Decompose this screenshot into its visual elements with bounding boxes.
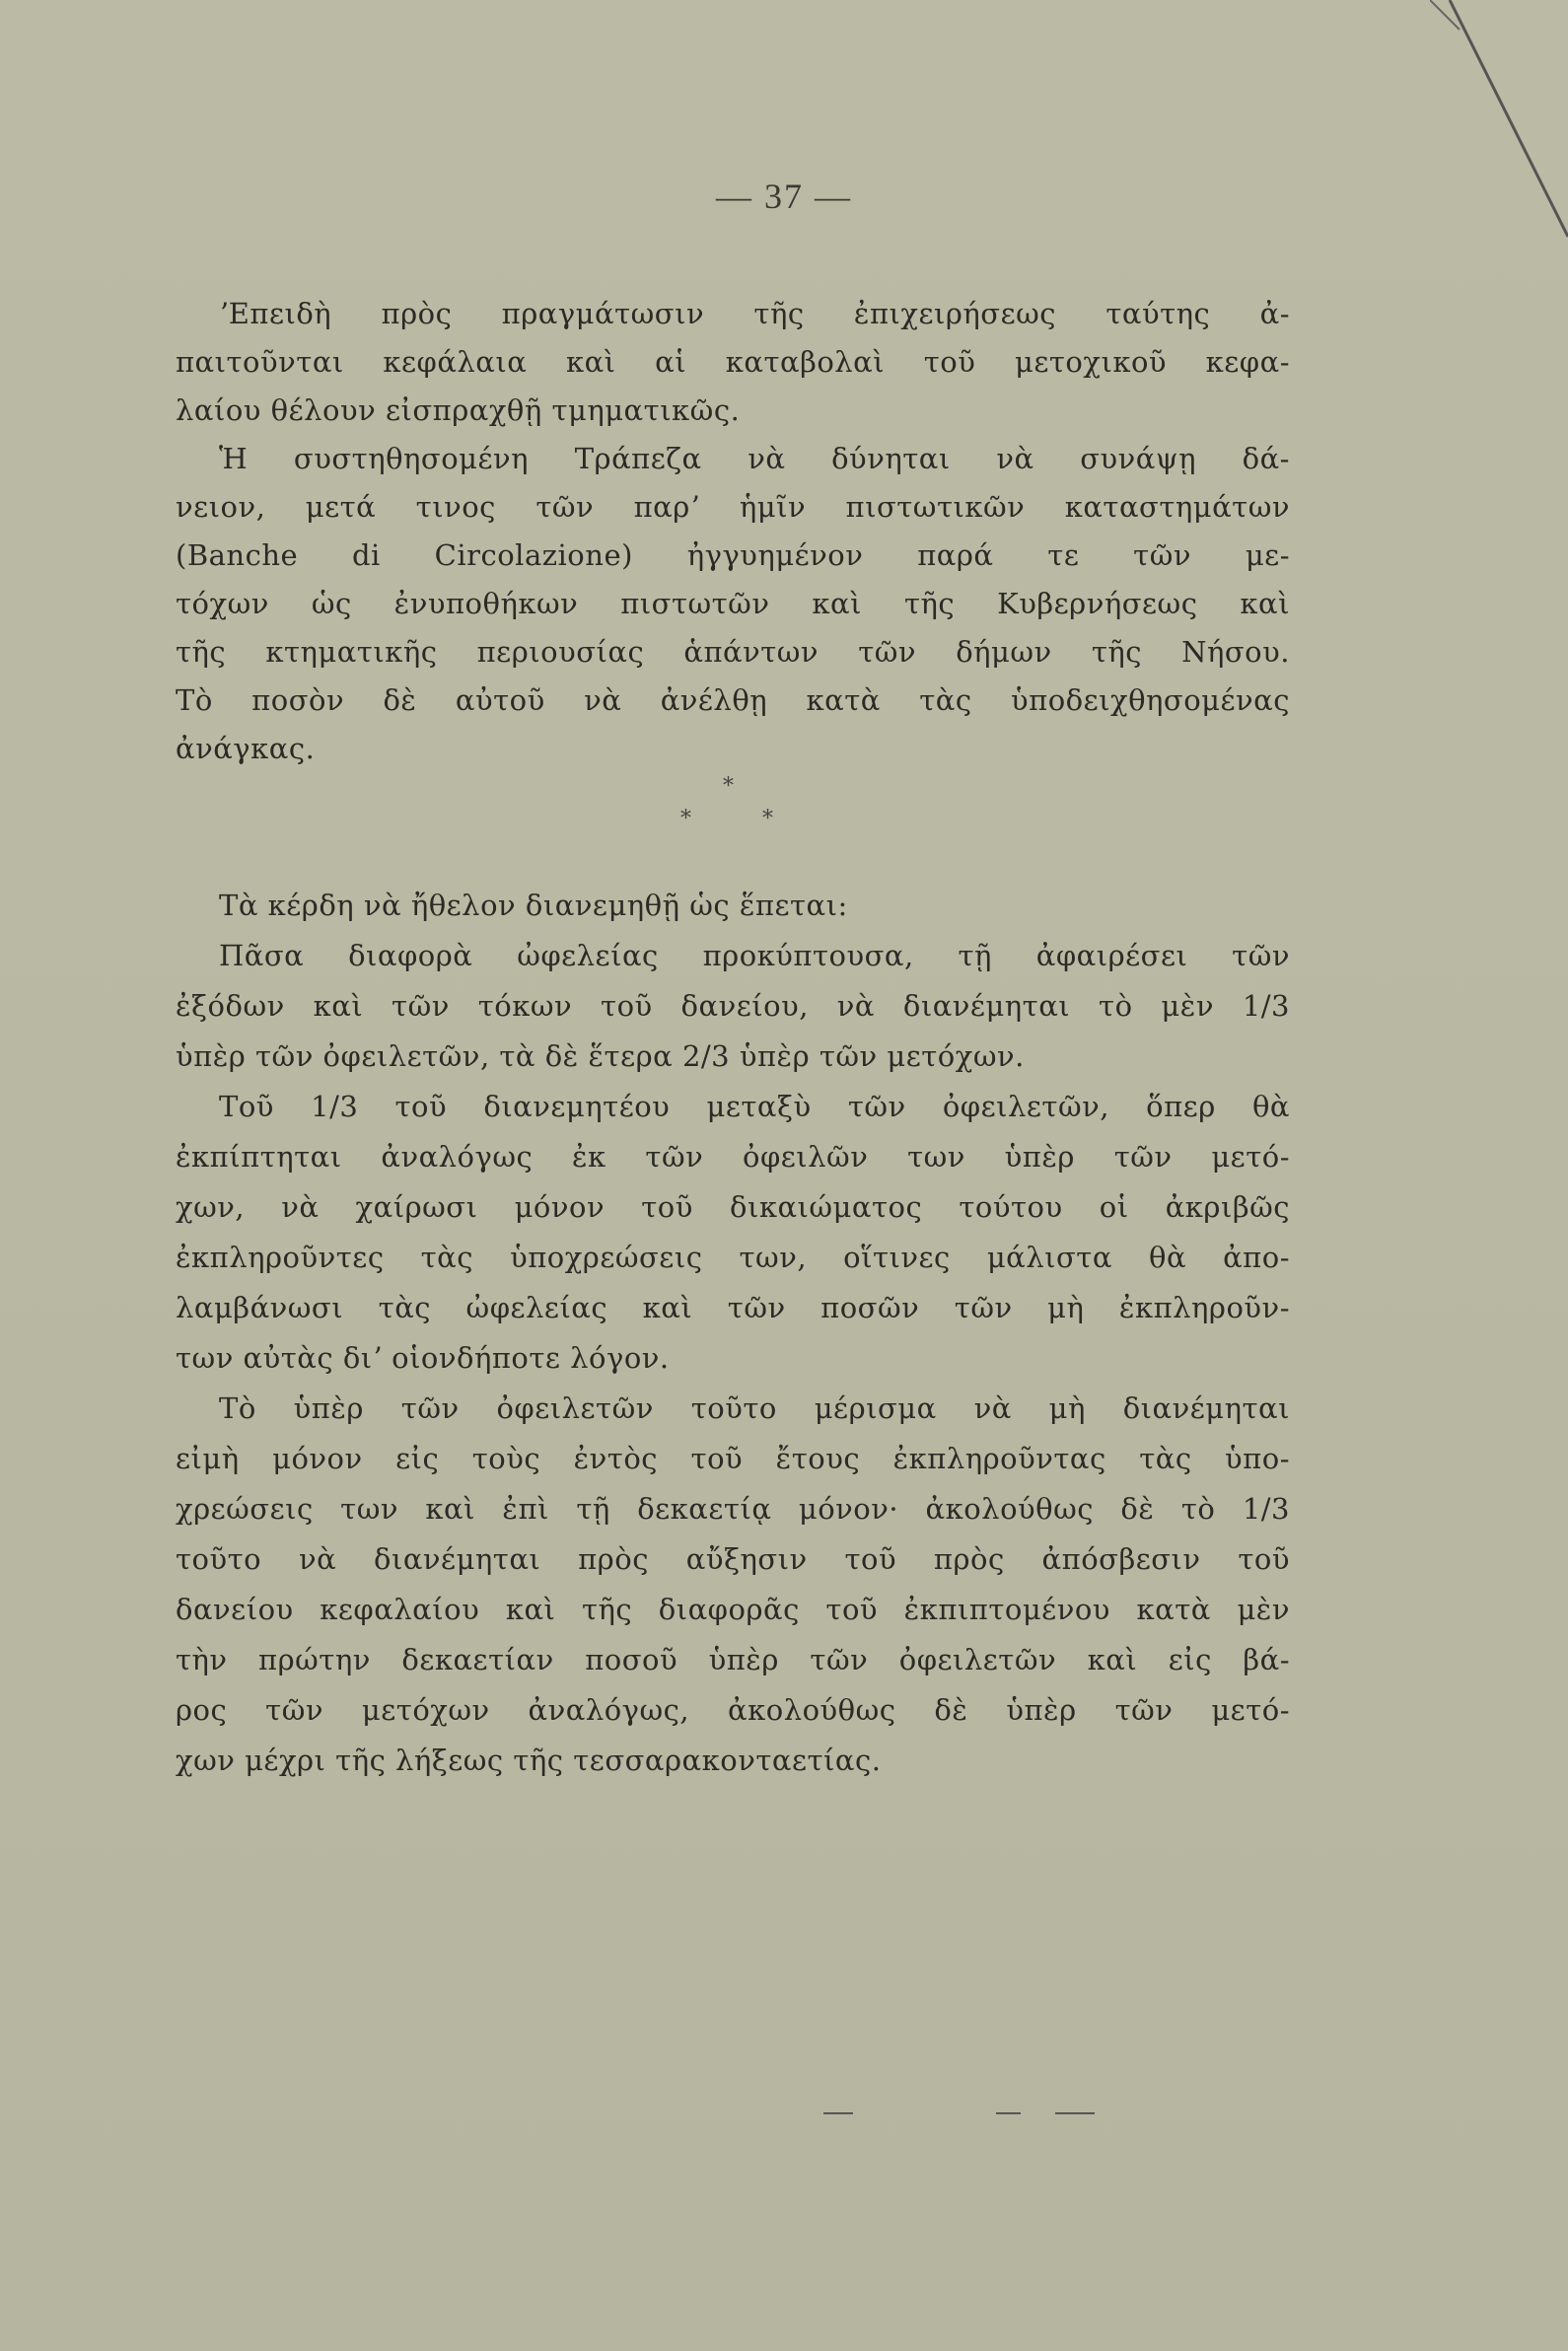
text-line: ʼΕπειδὴ πρὸς πραγμάτωσιν τῆς ἐπιχειρήσεως ταύτης ἀ- (219, 297, 1290, 330)
text-line: τόχων ὡς ἐνυποθήκων πιστωτῶν καὶ τῆς Κυβερνήσεως καὶ (176, 587, 1290, 620)
asterism-star: * (680, 807, 691, 831)
text-line: Τὸ ποσὸν δὲ αὐτοῦ νὰ ἀνέλθῃ κατὰ τὰς ὑποδειχθησομένας (176, 683, 1290, 717)
text-line: των αὐτὰς διʼ οἱονδήποτε λόγον. (176, 1341, 670, 1375)
page-fold-edge (1430, 0, 1568, 256)
text-line: (Banche di Circolazione) ἠγγυημένον παρά τε τῶν με- (176, 538, 1290, 572)
text-line: λαμβάνωσι τὰς ὠφελείας καὶ τῶν ποσῶν τῶν μὴ ἐκπληροῦν- (176, 1291, 1290, 1324)
asterism-star: * (762, 807, 773, 831)
text-line: τοῦτο νὰ διανέμηται πρὸς αὔξησιν τοῦ πρὸς ἀπόσβεσιν τοῦ (176, 1542, 1290, 1576)
text-line: Τὸ ὑπὲρ τῶν ὀφειλετῶν τοῦτο μέρισμα νὰ μὴ διανέμηται (219, 1391, 1290, 1425)
text-line: Τὰ κέρδη νὰ ἤθελον διανεμηθῇ ὡς ἕπεται: (219, 889, 848, 922)
asterism-star: * (723, 774, 734, 799)
text-line: νειον, μετά τινος τῶν παρʼ ἡμῖν πιστωτικῶν καταστημάτων (176, 490, 1290, 524)
end-rule (1055, 2112, 1095, 2114)
text-line: χρεώσεις των καὶ ἐπὶ τῇ δεκαετίᾳ μόνον· ἀκολούθως δὲ τὸ 1/3 (176, 1492, 1290, 1526)
end-rule (823, 2112, 853, 2114)
text-line: ὑπὲρ τῶν ὀφειλετῶν, τὰ δὲ ἕτερα 2/3 ὑπὲρ τῶν μετόχων. (176, 1039, 1025, 1073)
text-line: λαίου θέλουν εἰσπραχθῇ τμηματικῶς. (176, 393, 741, 427)
text-line: παιτοῦνται κεφάλαια καὶ αἱ καταβολαὶ τοῦ μετοχικοῦ κεφα- (176, 345, 1290, 379)
text-line: ἐξόδων καὶ τῶν τόκων τοῦ δανείου, νὰ διανέμηται τὸ μὲν 1/3 (176, 989, 1290, 1023)
text-line: εἰμὴ μόνον εἰς τοὺς ἐντὸς τοῦ ἔτους ἐκπληροῦντας τὰς ὑπο- (176, 1442, 1290, 1475)
text-line: ἐκπληροῦντες τὰς ὑποχρεώσεις των, οἵτινες μάλιστα θὰ ἀπο- (176, 1241, 1290, 1274)
text-line: δανείου κεφαλαίου καὶ τῆς διαφορᾶς τοῦ ἐκπιπτομένου κατὰ μὲν (176, 1593, 1290, 1626)
end-rule (996, 2112, 1021, 2114)
text-line: ρος τῶν μετόχων ἀναλόγως, ἀκολούθως δὲ ὑπὲρ τῶν μετό- (176, 1693, 1290, 1727)
text-line: ἀνάγκας. (176, 732, 316, 765)
text-line: χων, νὰ χαίρωσι μόνον τοῦ δικαιώματος τούτου οἱ ἀκριβῶς (176, 1190, 1290, 1224)
text-line: χων μέχρι τῆς λήξεως τῆς τεσσαρακονταετίας. (176, 1744, 882, 1777)
page-number: — 37 — (716, 177, 852, 216)
text-line: Τοῦ 1/3 τοῦ διανεμητέου μεταξὺ τῶν ὀφειλετῶν, ὅπερ θὰ (219, 1090, 1290, 1123)
text-line: Ἡ συστηθησομένη Τράπεζα νὰ δύνηται νὰ συνάψῃ δά- (219, 442, 1290, 475)
text-line: τῆς κτηματικῆς περιουσίας ἁπάντων τῶν δήμων τῆς Νήσου. (176, 635, 1290, 669)
text-line: Πᾶσα διαφορὰ ὠφελείας προκύπτουσα, τῇ ἀφαιρέσει τῶν (219, 939, 1290, 972)
text-line: τὴν πρώτην δεκαετίαν ποσοῦ ὑπὲρ τῶν ὀφειλετῶν καὶ εἰς βά- (176, 1643, 1290, 1676)
text-line: ἐκπίπτηται ἀναλόγως ἐκ τῶν ὀφειλῶν των ὑπὲρ τῶν μετό- (176, 1140, 1290, 1174)
